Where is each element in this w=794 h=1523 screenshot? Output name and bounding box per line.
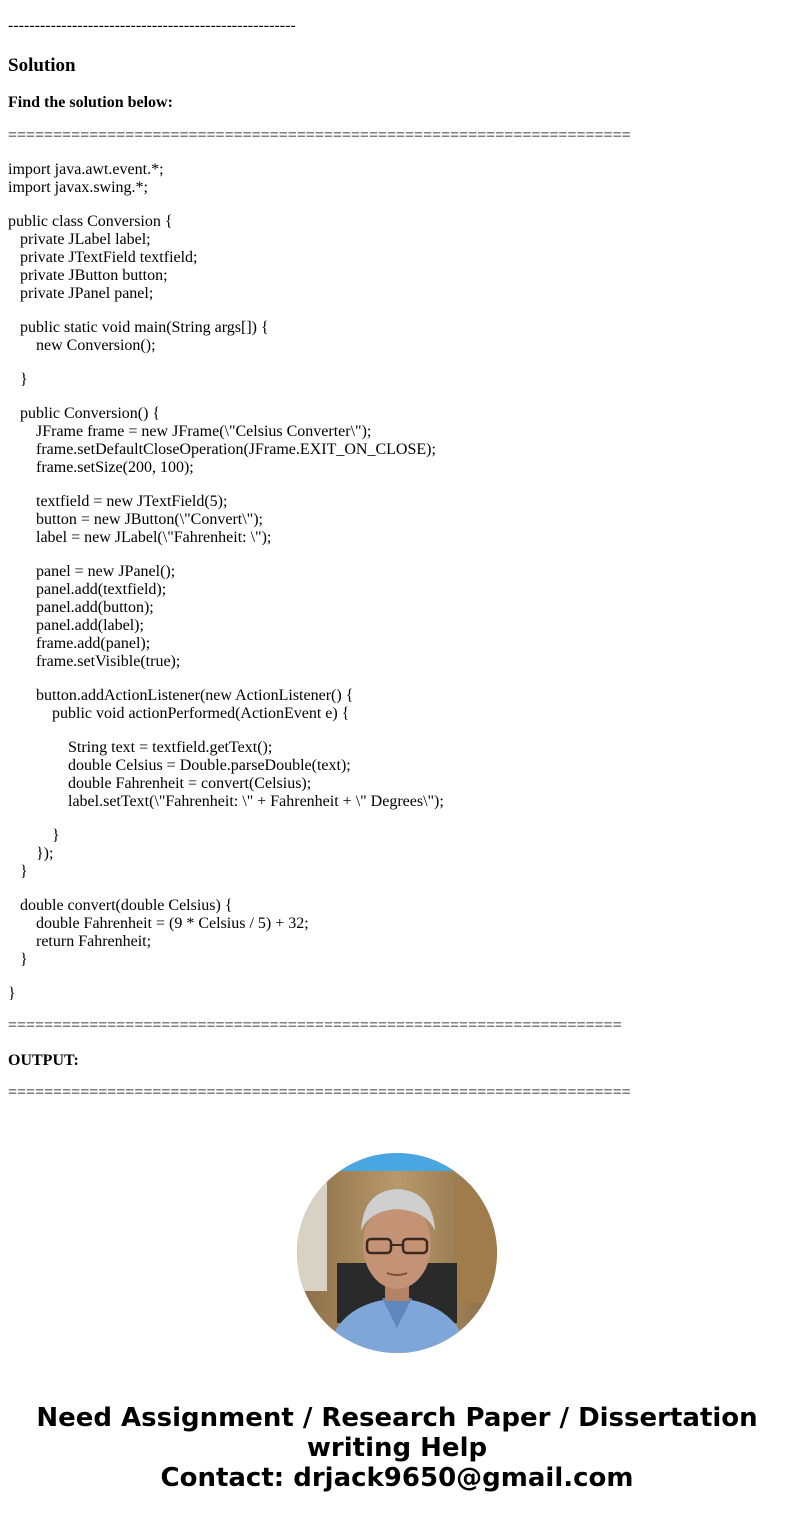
code-line: panel.add(textfield);: [8, 581, 167, 598]
code-line: import java.awt.event.*;: [8, 161, 164, 178]
code-line: [8, 389, 786, 405]
code-line: button = new JButton(\"Convert\");: [8, 511, 263, 528]
code-line: String text = textfield.getText();: [8, 739, 273, 756]
code-line: public Conversion() {: [8, 405, 161, 422]
code-line: double Fahrenheit = convert(Celsius);: [8, 775, 312, 792]
code-line: [8, 547, 786, 563]
code-line: frame.setDefaultCloseOperation(JFrame.EXIT_ON_CLOSE);: [8, 441, 436, 458]
code-line: [8, 723, 786, 739]
author-avatar-photo: [297, 1153, 497, 1353]
code-line: label = new JLabel(\"Fahrenheit: \");: [8, 529, 272, 546]
code-line: JFrame frame = new JFrame(\"Celsius Converter\");: [8, 423, 372, 440]
code-line: private JPanel panel;: [8, 285, 154, 302]
code-line: [8, 969, 786, 985]
code-line: }: [8, 985, 16, 1002]
code-line: double convert(double Celsius) {: [8, 897, 233, 914]
code-line: [8, 303, 786, 319]
solution-document: [8, 17, 786, 1102]
code-line: });: [8, 845, 54, 862]
promo-line-2: writing Help: [306, 1433, 488, 1463]
code-line: double Celsius = Double.parseDouble(text);: [8, 757, 351, 774]
top-rule: ------------------------------------------------------: [8, 17, 296, 34]
code-line: new Conversion();: [8, 337, 156, 354]
solution-heading: Solution: [8, 55, 76, 76]
code-line: label.setText(\"Fahrenheit: \" + Fahrenheit + \" Degrees\");: [8, 793, 444, 810]
code-line: [8, 355, 786, 371]
code-line: frame.setSize(200, 100);: [8, 459, 194, 476]
contact-promo: [0, 1403, 794, 1493]
promo-line-1: Need Assignment / Research Paper / Dissertation: [36, 1403, 758, 1433]
code-line: private JButton button;: [8, 267, 168, 284]
code-line: }: [8, 951, 28, 968]
code-line: [8, 477, 786, 493]
code-line: double Fahrenheit = (9 * Celsius / 5) + 32;: [8, 915, 309, 932]
code-line: [8, 881, 786, 897]
code-line: private JLabel label;: [8, 231, 151, 248]
code-line: }: [8, 371, 28, 388]
code-line: public void actionPerformed(ActionEvent e) {: [8, 705, 350, 722]
code-line: [8, 197, 786, 213]
code-line: frame.add(panel);: [8, 635, 151, 652]
promo-contact-line[interactable]: Contact: drjack9650@gmail.com: [160, 1463, 634, 1493]
code-line: [8, 671, 786, 687]
code-line: import javax.swing.*;: [8, 179, 148, 196]
avatar-portrait-illustration: [297, 1153, 497, 1353]
code-line: public static void main(String args[]) {: [8, 319, 269, 336]
separator-bottom: =====================================================================: [8, 1084, 631, 1101]
code-line: panel.add(label);: [8, 617, 144, 634]
code-line: public class Conversion {: [8, 213, 173, 230]
output-label: OUTPUT:: [8, 1052, 79, 1069]
code-line: panel = new JPanel();: [8, 563, 176, 580]
separator-middle: ====================================================================: [8, 1017, 622, 1034]
code-line: textfield = new JTextField(5);: [8, 493, 228, 510]
code-line: }: [8, 863, 28, 880]
find-solution-label: Find the solution below:: [8, 94, 173, 111]
code-line: panel.add(button);: [8, 599, 154, 616]
code-line: button.addActionListener(new ActionListener() {: [8, 687, 354, 704]
separator-top: =====================================================================: [8, 127, 631, 144]
code-line: return Fahrenheit;: [8, 933, 152, 950]
code-line: frame.setVisible(true);: [8, 653, 181, 670]
code-line: }: [8, 827, 60, 844]
code-block: [8, 161, 786, 1003]
code-line: [8, 811, 786, 827]
code-line: private JTextField textfield;: [8, 249, 198, 266]
